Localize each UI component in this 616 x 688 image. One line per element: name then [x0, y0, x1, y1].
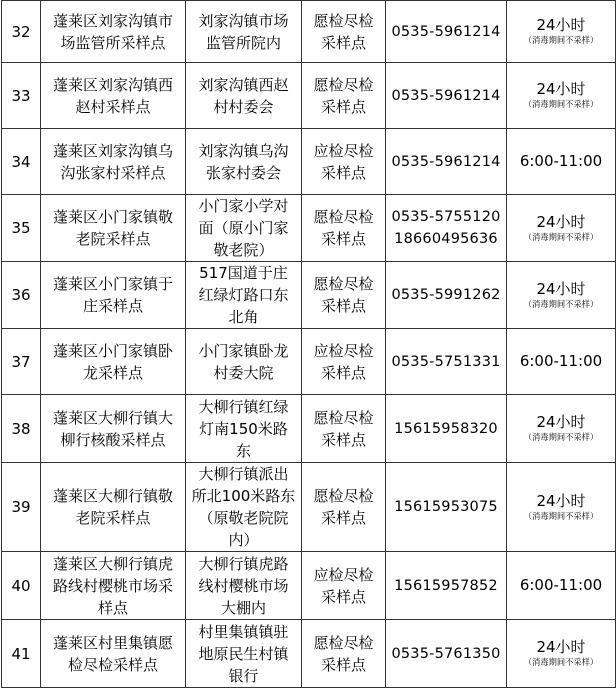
- opening-hours: 24小时: [536, 212, 586, 231]
- site-name-line: 蓬莱区大柳行镇大: [52, 408, 173, 427]
- row-number: 38: [2, 395, 41, 463]
- site-type-line: 采样点: [320, 587, 366, 606]
- table-row: [2, 129, 616, 195]
- site-name-line: 样点: [97, 598, 128, 617]
- site-name-line: 蓬莱区村里集镇愿: [52, 633, 173, 652]
- hours-cell: [507, 620, 616, 688]
- table-row: [2, 620, 616, 688]
- row-number: 37: [2, 329, 41, 395]
- phone-line: 0535-5755120: [391, 209, 501, 225]
- site-name-cell: [41, 552, 186, 620]
- opening-hours: 6:00-11:00: [519, 576, 603, 594]
- address-line: （原敬老院院: [198, 509, 289, 527]
- site-type-cell: [302, 395, 386, 463]
- address-line: 517国道于庄: [199, 264, 288, 282]
- address-line: 村村委会: [213, 97, 274, 116]
- site-name-line: 蓬莱区小门家镇于: [52, 275, 173, 293]
- site-name-cell: [41, 1, 186, 63]
- phone-cell: [386, 1, 507, 63]
- disinfection-note: （消毒期间不采样）: [523, 299, 599, 310]
- opening-hours: 6:00-11:00: [519, 152, 603, 170]
- address-line: 刘家沟镇西赵: [198, 75, 289, 94]
- table-row: [2, 195, 616, 262]
- phone-cell: [386, 395, 507, 463]
- hours-cell: [507, 63, 616, 129]
- address-line: 刘家沟镇乌沟: [198, 141, 289, 160]
- site-name-cell: [41, 195, 186, 262]
- site-name-cell: [41, 395, 186, 463]
- address-cell: [186, 129, 302, 195]
- site-type-line: 愿检尽检: [313, 487, 374, 505]
- site-type-line: 采样点: [320, 163, 366, 182]
- site-type-line: 愿检尽检: [313, 633, 374, 652]
- site-type-line: 愿检尽检: [313, 408, 374, 427]
- row-number: 40: [2, 552, 41, 620]
- disinfection-note: （消毒期间不采样）: [523, 511, 599, 522]
- phone-line: 0535-5761350: [391, 645, 501, 662]
- site-name-line: 老院采样点: [75, 509, 151, 527]
- site-name-line: 庄采样点: [82, 297, 143, 315]
- site-type-line: 采样点: [320, 230, 366, 248]
- address-line: 小门家镇卧龙: [198, 341, 289, 360]
- site-type-line: 采样点: [320, 97, 366, 116]
- site-type-line: 采样点: [320, 655, 366, 674]
- address-line: 内）: [228, 531, 259, 549]
- address-line: 面（原小门家: [198, 219, 289, 237]
- row-number: 39: [2, 463, 41, 552]
- disinfection-note: （消毒期间不采样）: [523, 658, 599, 668]
- phone-line: 15615957852: [394, 577, 498, 594]
- site-type-line: 愿检尽检: [313, 208, 374, 226]
- disinfection-note: （消毒期间不采样）: [523, 100, 599, 110]
- site-name-line: 蓬莱区小门家镇卧: [52, 341, 173, 360]
- opening-hours: 24小时: [536, 279, 586, 298]
- address-line: 大柳行镇虎路: [198, 554, 289, 573]
- address-cell: [186, 463, 302, 552]
- site-type-line: 应检尽检: [313, 341, 374, 360]
- hours-cell: [507, 329, 616, 395]
- row-number: 33: [2, 63, 41, 129]
- address-cell: [186, 63, 302, 129]
- site-name-line: 龙采样点: [82, 363, 143, 382]
- site-name-cell: [41, 63, 186, 129]
- phone-cell: [386, 620, 507, 688]
- address-cell: [186, 552, 302, 620]
- address-line: 东: [235, 441, 251, 460]
- phone-line: 0535-5961214: [391, 87, 501, 104]
- phone-cell: [386, 329, 507, 395]
- phone-cell: [386, 63, 507, 129]
- row-number: 35: [2, 195, 41, 262]
- phone-cell: [386, 129, 507, 195]
- address-line: 银行: [228, 666, 259, 685]
- site-type-line: 愿检尽检: [313, 275, 374, 293]
- table-row: [2, 395, 616, 463]
- site-name-line: 蓬莱区大柳行镇敬: [52, 487, 173, 505]
- address-line: 大柳行镇红绿: [198, 397, 289, 416]
- address-line: 所北100米路东: [191, 487, 296, 505]
- phone-cell: [386, 262, 507, 329]
- table-row: [2, 262, 616, 329]
- site-name-line: 路线村樱桃市场采: [52, 576, 173, 595]
- site-name-cell: [41, 620, 186, 688]
- table-row: [2, 463, 616, 552]
- phone-line: 0535-5991262: [391, 287, 501, 303]
- address-line: 村里集镇镇驻: [198, 622, 289, 641]
- phone-cell: [386, 552, 507, 620]
- disinfection-note: （消毒期间不采样）: [523, 433, 599, 443]
- site-type-line: 采样点: [320, 509, 366, 527]
- row-number: 34: [2, 129, 41, 195]
- opening-hours: 24小时: [536, 16, 586, 34]
- address-line: 地原民生村镇: [198, 644, 289, 663]
- site-type-cell: [302, 129, 386, 195]
- address-cell: [186, 620, 302, 688]
- site-type-line: 愿检尽检: [313, 75, 374, 94]
- site-name-cell: [41, 262, 186, 329]
- site-name-cell: [41, 129, 186, 195]
- phone-line: 18660495636: [394, 231, 498, 247]
- address-line: 监管所院内: [205, 33, 281, 52]
- site-type-cell: [302, 620, 386, 688]
- row-number: 32: [2, 1, 41, 63]
- site-name-line: 蓬莱区刘家沟镇乌: [52, 141, 173, 160]
- hours-cell: [507, 129, 616, 195]
- site-name-line: 蓬莱区大柳行镇虎: [52, 554, 173, 573]
- address-line: 大柳行镇派出: [198, 465, 289, 483]
- site-type-cell: [302, 1, 386, 63]
- phone-cell: [386, 463, 507, 552]
- hours-cell: [507, 262, 616, 329]
- opening-hours: 24小时: [536, 638, 586, 656]
- address-cell: [186, 1, 302, 63]
- hours-cell: [507, 395, 616, 463]
- disinfection-note: （消毒期间不采样）: [523, 232, 599, 243]
- site-type-line: 应检尽检: [313, 565, 374, 584]
- site-type-cell: [302, 262, 386, 329]
- site-name-cell: [41, 329, 186, 395]
- site-name-line: 蓬莱区刘家沟镇西: [52, 75, 173, 94]
- hours-cell: [507, 552, 616, 620]
- site-name-line: 沟张家村采样点: [60, 163, 166, 182]
- site-name-line: 检尽检采样点: [67, 655, 158, 674]
- site-type-cell: [302, 552, 386, 620]
- hours-cell: [507, 1, 616, 63]
- address-line: 村委大院: [213, 363, 274, 382]
- site-type-line: 采样点: [320, 363, 366, 382]
- phone-line: 0535-5961214: [391, 23, 501, 40]
- site-type-line: 采样点: [320, 430, 366, 449]
- opening-hours: 24小时: [536, 80, 586, 98]
- address-line: 张家村委会: [205, 163, 281, 182]
- site-type-cell: [302, 463, 386, 552]
- address-line: 红绿灯路口东: [198, 286, 289, 304]
- table-row: [2, 552, 616, 620]
- phone-line: 15615953075: [394, 499, 498, 515]
- site-name-cell: [41, 463, 186, 552]
- address-line: 大棚内: [220, 598, 266, 617]
- address-line: 刘家沟镇市场: [198, 11, 289, 30]
- address-cell: [186, 195, 302, 262]
- opening-hours: 24小时: [536, 491, 586, 510]
- phone-line: 0535-5751331: [391, 353, 501, 370]
- address-cell: [186, 329, 302, 395]
- site-name-line: 老院采样点: [75, 230, 151, 248]
- address-line: 北角: [228, 308, 259, 326]
- site-type-cell: [302, 329, 386, 395]
- site-type-cell: [302, 63, 386, 129]
- address-line: 敬老院）: [213, 241, 274, 259]
- address-cell: [186, 395, 302, 463]
- site-type-line: 采样点: [320, 33, 366, 52]
- address-line: 线村樱桃市场: [198, 576, 289, 595]
- hours-cell: [507, 195, 616, 262]
- table-row: [2, 1, 616, 63]
- opening-hours: 24小时: [536, 413, 586, 431]
- address-cell: [186, 262, 302, 329]
- site-name-line: 柳行核酸采样点: [60, 430, 166, 449]
- address-line: 小门家小学对: [198, 197, 289, 215]
- site-name-line: 赵村采样点: [75, 97, 151, 116]
- phone-line: 0535-5961214: [391, 153, 501, 170]
- address-line: 灯南150米路: [199, 419, 288, 438]
- site-name-line: 蓬莱区小门家镇敬: [52, 208, 173, 226]
- site-type-line: 愿检尽检: [313, 11, 374, 30]
- table-row: [2, 329, 616, 395]
- disinfection-note: （消毒期间不采样）: [523, 36, 599, 46]
- row-number: 41: [2, 620, 41, 688]
- phone-cell: [386, 195, 507, 262]
- site-type-line: 应检尽检: [313, 141, 374, 160]
- phone-line: 15615958320: [394, 420, 498, 437]
- table-row: [2, 63, 616, 129]
- row-number: 36: [2, 262, 41, 329]
- site-name-line: 场监管所采样点: [60, 33, 166, 52]
- site-type-cell: [302, 195, 386, 262]
- site-type-line: 采样点: [320, 297, 366, 315]
- opening-hours: 6:00-11:00: [519, 352, 603, 370]
- site-name-line: 蓬莱区刘家沟镇市: [52, 11, 173, 30]
- hours-cell: [507, 463, 616, 552]
- sampling-points-table: [1, 0, 616, 688]
